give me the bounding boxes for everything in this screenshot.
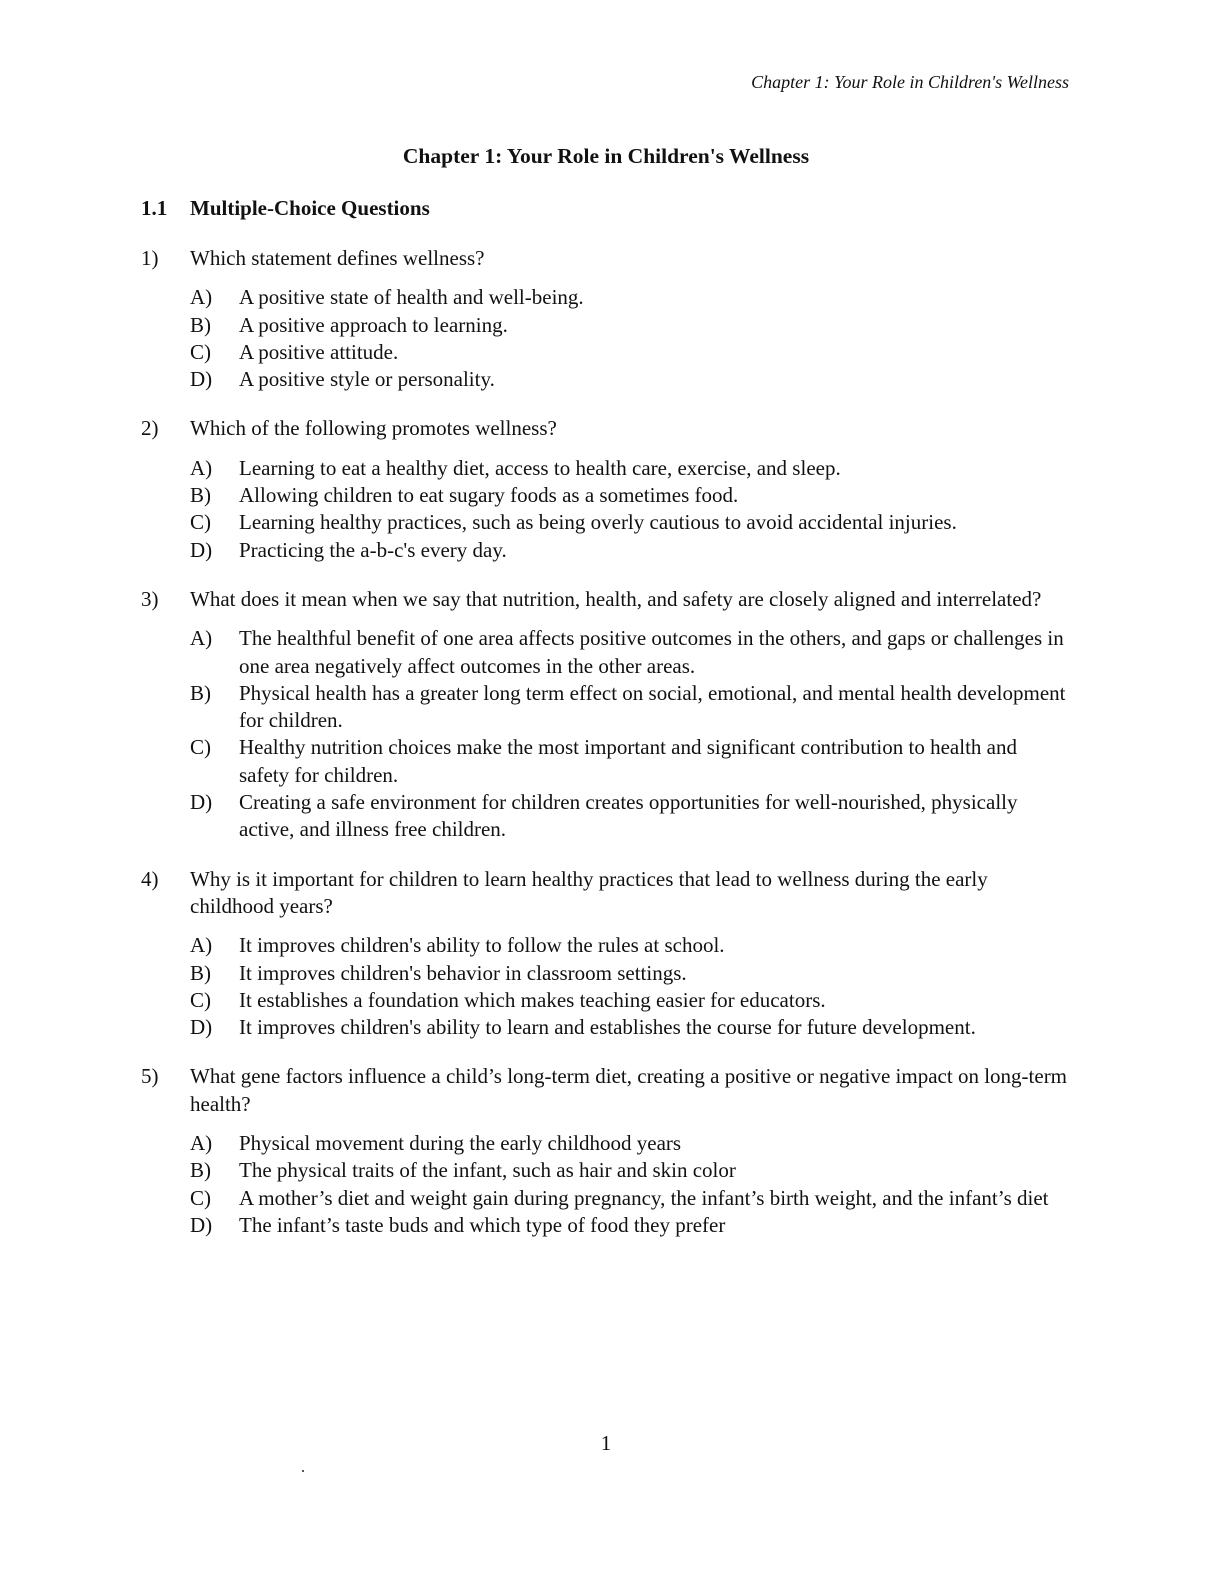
option-letter: B) <box>190 483 211 508</box>
question-number: 1) <box>141 246 159 270</box>
answer-option <box>190 789 1071 844</box>
option-text: Physical health has a greater long term effect on social, emotional, and mental health development for children. <box>239 680 1066 733</box>
option-letter: C) <box>190 987 211 1012</box>
question-list <box>141 245 1071 1261</box>
answer-option <box>190 1014 1071 1041</box>
option-text: Learning healthy practices, such as being overly cautious to avoid accidental injuries. <box>239 510 957 535</box>
question-3 <box>141 586 1071 844</box>
option-text: The healthful benefit of one area affects positive outcomes in the others, and gaps or challenges in one area negatively affect outcomes in the other areas. <box>239 626 1064 678</box>
answer-options <box>190 284 1071 393</box>
answer-option <box>190 537 1071 564</box>
option-letter: B) <box>190 960 211 985</box>
option-text: A mother’s diet and weight gain during pregnancy, the infant’s birth weight, and the infant’s diet <box>239 1185 1049 1210</box>
answer-option <box>190 680 1071 735</box>
section-number: 1.1 <box>141 196 168 220</box>
option-text: A positive attitude. <box>239 339 399 364</box>
question-number: 4) <box>141 866 159 891</box>
answer-option <box>190 932 1071 959</box>
question-stem <box>141 586 1071 613</box>
answer-option <box>190 734 1071 789</box>
answer-option <box>190 1130 1071 1157</box>
option-text: A positive state of health and well-being. <box>239 285 584 310</box>
answer-option <box>190 960 1071 987</box>
option-text: It improves children's ability to follow the rules at school. <box>239 933 725 958</box>
option-text: Learning to eat a healthy diet, access to health care, exercise, and sleep. <box>239 455 841 480</box>
option-letter: D) <box>190 1212 213 1237</box>
option-text: The physical traits of the infant, such as hair and skin color <box>239 1158 736 1183</box>
option-text: A positive approach to learning. <box>239 312 508 337</box>
answer-option <box>190 284 1071 311</box>
question-number: 2) <box>141 416 159 441</box>
question-text: Why is it important for children to learn healthy practices that lead to wellness during the early childhood years? <box>190 866 988 918</box>
option-text: It improves children's behavior in classroom settings. <box>239 960 687 985</box>
answer-options <box>190 625 1071 843</box>
option-letter: B) <box>190 1158 211 1183</box>
option-text: It improves children's ability to learn and establishes the course for future development. <box>239 1015 976 1040</box>
question-text: Which of the following promotes wellness? <box>190 416 557 441</box>
option-letter: A) <box>190 1131 213 1156</box>
question-text: What does it mean when we say that nutrition, health, and safety are closely aligned and interrelated? <box>190 586 1042 611</box>
answer-option <box>190 312 1071 339</box>
answer-option <box>190 339 1071 366</box>
option-letter: C) <box>190 510 211 535</box>
answer-option <box>190 1212 1071 1239</box>
question-4 <box>141 866 1071 1042</box>
option-text: It establishes a foundation which makes teaching easier for educators. <box>239 987 826 1012</box>
option-text: A positive style or personality. <box>239 367 495 392</box>
chapter-title: Chapter 1: Your Role in Children's Wellness <box>402 144 810 168</box>
running-header: Chapter 1: Your Role in Children's Wellness <box>751 72 1069 92</box>
option-letter: C) <box>190 1185 211 1210</box>
option-text: Creating a safe environment for children creates opportunities for well-nourished, physically active, and illness free children. <box>239 790 1018 842</box>
answer-options <box>190 455 1071 564</box>
option-letter: D) <box>190 1015 213 1040</box>
option-text: Physical movement during the early childhood years <box>239 1131 682 1156</box>
option-letter: B) <box>190 312 211 337</box>
option-text: Healthy nutrition choices make the most important and significant contribution to health and safety for children. <box>239 735 1017 787</box>
option-text: Allowing children to eat sugary foods as a sometimes food. <box>239 483 739 508</box>
section-title: Multiple-Choice Questions <box>190 196 430 220</box>
question-1 <box>141 245 1071 393</box>
option-text: Practicing the a-b-c's every day. <box>239 537 507 562</box>
question-stem <box>141 415 1071 442</box>
stray-dot-mark <box>302 1470 304 1472</box>
answer-option <box>190 625 1071 680</box>
answer-option <box>190 509 1071 536</box>
option-letter: A) <box>190 285 213 310</box>
answer-option <box>190 482 1071 509</box>
question-text: What gene factors influence a child’s long-term diet, creating a positive or negative impact on long-term health? <box>190 1064 1068 1116</box>
question-stem <box>141 866 1071 921</box>
option-letter: C) <box>190 339 211 364</box>
question-text: Which statement defines wellness? <box>190 246 485 270</box>
section-heading <box>141 194 430 222</box>
option-letter: D) <box>190 537 213 562</box>
option-letter: A) <box>190 626 213 651</box>
answer-option <box>190 1157 1071 1184</box>
answer-option <box>190 455 1071 482</box>
question-2 <box>141 415 1071 563</box>
question-number: 3) <box>141 586 159 611</box>
answer-options <box>190 932 1071 1041</box>
option-letter: A) <box>190 933 213 958</box>
option-text: The infant’s taste buds and which type of food they prefer <box>239 1212 726 1237</box>
question-stem <box>141 1063 1071 1118</box>
question-5 <box>141 1063 1071 1239</box>
question-number: 5) <box>141 1064 159 1089</box>
page-number: 1 <box>600 1431 612 1455</box>
answer-option <box>190 987 1071 1014</box>
option-letter: D) <box>190 790 213 815</box>
option-letter: A) <box>190 455 213 480</box>
question-stem <box>141 245 1071 272</box>
answer-option <box>190 366 1071 393</box>
option-letter: D) <box>190 367 213 392</box>
option-letter: C) <box>190 735 211 760</box>
answer-option <box>190 1185 1071 1212</box>
answer-options <box>190 1130 1071 1239</box>
option-letter: B) <box>190 680 211 705</box>
